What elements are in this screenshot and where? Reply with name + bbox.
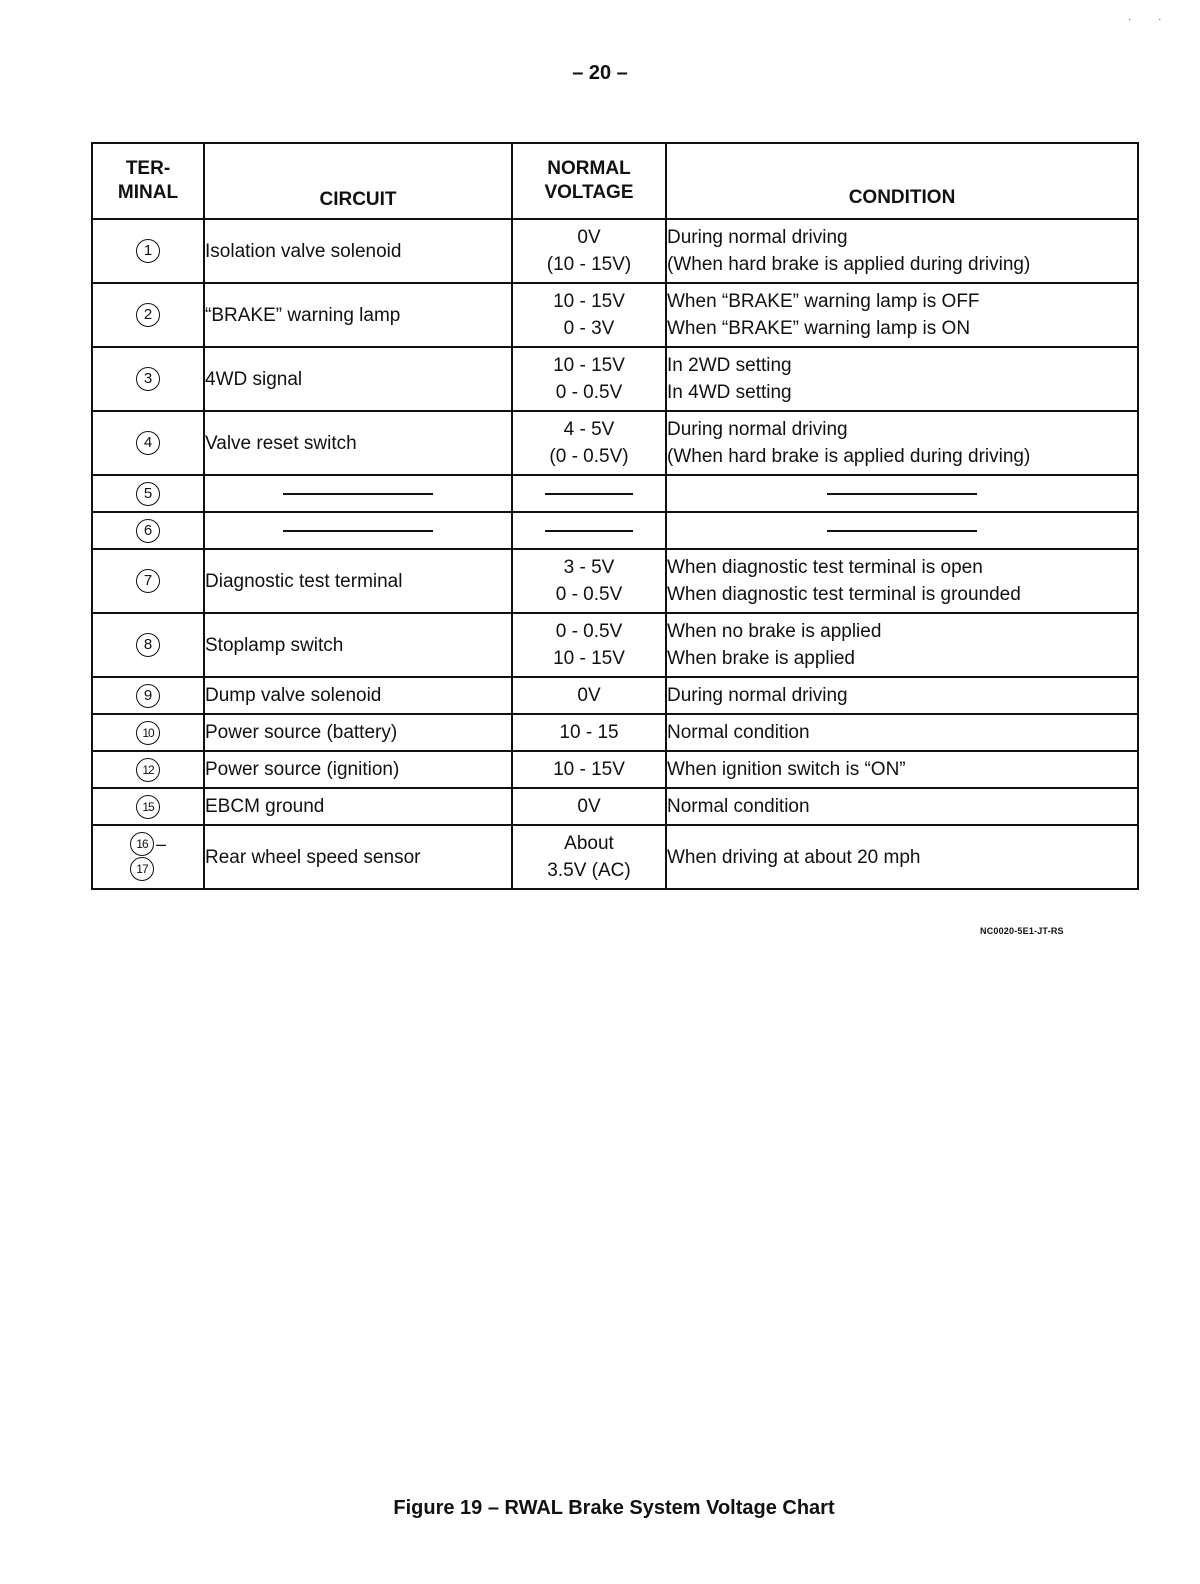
- condition-cell: [666, 714, 1138, 751]
- table-row: [92, 512, 1138, 549]
- voltage-cell: [512, 613, 666, 677]
- condition-cell: [666, 788, 1138, 825]
- circuit-cell: [204, 714, 512, 751]
- voltage-cell: [512, 714, 666, 751]
- condition-text: Normal condition: [667, 722, 810, 743]
- circuit-label: Diagnostic test terminal: [205, 570, 403, 592]
- circled-terminal-number: 15: [136, 795, 160, 819]
- circled-terminal-number: 8: [136, 633, 160, 657]
- circuit-label: “BRAKE” warning lamp: [205, 304, 401, 326]
- terminal-cell: [92, 347, 204, 411]
- voltage-value: 0V: [577, 685, 601, 706]
- terminal-cell: [92, 613, 204, 677]
- circuit-label: Rear wheel speed sensor: [205, 846, 421, 868]
- voltage-value: 3 - 5V: [563, 557, 615, 578]
- header-voltage-line-1: NORMAL: [547, 158, 631, 179]
- table-row: [92, 411, 1138, 475]
- circuit-cell: [204, 788, 512, 825]
- circuit-label: Dump valve solenoid: [205, 685, 382, 706]
- table-row: [92, 825, 1138, 889]
- voltage-cell: [512, 788, 666, 825]
- voltage-value: 3.5V (AC): [547, 860, 631, 881]
- header-terminal: [92, 143, 204, 219]
- circuit-cell: [204, 219, 512, 283]
- circuit-label: Power source (battery): [205, 722, 398, 743]
- voltage-value: 0V: [577, 796, 601, 817]
- terminal-cell: [92, 549, 204, 613]
- header-terminal-line-1: TER-: [125, 158, 171, 179]
- circuit-cell: [204, 475, 512, 512]
- page-number: – 20 –: [572, 62, 628, 84]
- condition-text: When driving at about 20 mph: [667, 846, 921, 868]
- voltage-value: 10 - 15V: [553, 355, 625, 376]
- table-row: [92, 283, 1138, 347]
- table-row: [92, 677, 1138, 714]
- figure-caption: Figure 19 – RWAL Brake System Voltage Chart: [393, 1497, 835, 1519]
- condition-cell: [666, 475, 1138, 512]
- voltage-cell: [512, 677, 666, 714]
- terminal-number-group: [136, 241, 160, 262]
- voltage-cell: [512, 475, 666, 512]
- terminal-cell: [92, 714, 204, 751]
- circuit-cell: [204, 825, 512, 889]
- circled-terminal-number: 1: [136, 239, 160, 263]
- blank-entry-line: [827, 493, 977, 495]
- table-row: [92, 751, 1138, 788]
- scan-marks: · ·: [1128, 14, 1174, 25]
- condition-cell: [666, 219, 1138, 283]
- circled-terminal-number: 4: [136, 431, 160, 455]
- circled-terminal-number: 12: [136, 758, 160, 782]
- circuit-label: Stoplamp switch: [205, 634, 344, 656]
- circled-terminal-number: 7: [136, 569, 160, 593]
- voltage-cell: [512, 549, 666, 613]
- terminal-cell: [92, 751, 204, 788]
- terminal-number-group: [136, 796, 160, 817]
- voltage-value: 10 - 15V: [553, 291, 625, 312]
- terminal-number-group: [136, 722, 160, 743]
- circuit-cell: [204, 283, 512, 347]
- blank-entry-line: [283, 493, 433, 495]
- circuit-cell: [204, 549, 512, 613]
- voltage-cell: [512, 751, 666, 788]
- circled-terminal-number: 16: [130, 832, 154, 856]
- document-code: NC0020-5E1-JT-RS: [980, 926, 1064, 936]
- header-circuit: CIRCUIT: [204, 143, 512, 219]
- condition-cell: [666, 283, 1138, 347]
- condition-text: In 2WD setting: [667, 355, 792, 376]
- terminal-cell: [92, 512, 204, 549]
- header-voltage: [512, 143, 666, 219]
- condition-cell: [666, 825, 1138, 889]
- voltage-value: 0 - 0.5V: [555, 584, 623, 605]
- circuit-label: 4WD signal: [205, 368, 303, 390]
- condition-text: During normal driving: [667, 685, 848, 706]
- condition-text: When diagnostic test terminal is open: [667, 557, 983, 578]
- condition-text: When diagnostic test terminal is grounded: [667, 584, 1021, 605]
- circled-terminal-number: 5: [136, 482, 160, 506]
- circuit-label: Valve reset switch: [205, 432, 357, 454]
- terminal-number-group: [136, 759, 160, 780]
- table-row: [92, 788, 1138, 825]
- voltage-chart-table: [91, 142, 1139, 890]
- table-header-row: [92, 143, 1138, 219]
- circuit-cell: [204, 347, 512, 411]
- circled-terminal-number: 3: [136, 367, 160, 391]
- condition-text: In 4WD setting: [667, 382, 792, 403]
- circled-terminal-number: 2: [136, 303, 160, 327]
- terminal-number-group: [136, 305, 160, 326]
- condition-cell: [666, 512, 1138, 549]
- condition-cell: [666, 677, 1138, 714]
- circled-terminal-number: 17: [130, 857, 154, 881]
- circled-terminal-number: 10: [136, 721, 160, 745]
- table-row: [92, 347, 1138, 411]
- blank-entry-line: [545, 493, 633, 495]
- condition-text: When ignition switch is “ON”: [667, 759, 906, 780]
- circuit-cell: [204, 411, 512, 475]
- table-row: [92, 219, 1138, 283]
- voltage-value: 0 - 0.5V: [555, 382, 623, 403]
- circuit-cell: [204, 751, 512, 788]
- terminal-cell: [92, 825, 204, 889]
- blank-entry-line: [283, 530, 433, 532]
- header-voltage-line-2: VOLTAGE: [544, 182, 634, 203]
- terminal-cell: [92, 411, 204, 475]
- terminal-cell: [92, 475, 204, 512]
- table-row: [92, 613, 1138, 677]
- circuit-label: EBCM ground: [205, 796, 325, 817]
- table-body: [92, 219, 1138, 889]
- blank-entry-line: [545, 530, 633, 532]
- voltage-value: (10 - 15V): [546, 254, 632, 275]
- voltage-value: 0 - 0.5V: [555, 621, 623, 642]
- terminal-number-group: [136, 685, 160, 706]
- condition-text: (When hard brake is applied during driving): [667, 254, 1031, 275]
- terminal-number-group: [136, 483, 160, 504]
- voltage-cell: [512, 411, 666, 475]
- circled-terminal-number: 9: [136, 684, 160, 708]
- voltage-cell: [512, 512, 666, 549]
- condition-text: When no brake is applied: [667, 621, 882, 642]
- condition-text: (When hard brake is applied during driving): [667, 446, 1031, 467]
- voltage-value: 10 - 15V: [553, 759, 625, 780]
- terminal-cell: [92, 283, 204, 347]
- circuit-cell: [204, 677, 512, 714]
- condition-text: During normal driving: [667, 227, 848, 248]
- circuit-label: Isolation valve solenoid: [205, 240, 402, 262]
- terminal-cell: [92, 677, 204, 714]
- terminal-number-group: [136, 520, 160, 541]
- voltage-cell: [512, 825, 666, 889]
- condition-cell: [666, 347, 1138, 411]
- circuit-cell: [204, 613, 512, 677]
- terminal-number-group: [136, 369, 160, 390]
- condition-cell: [666, 613, 1138, 677]
- condition-text: When “BRAKE” warning lamp is OFF: [667, 291, 980, 312]
- range-dash: –: [155, 834, 166, 855]
- condition-text: When brake is applied: [667, 648, 855, 669]
- condition-text: When “BRAKE” warning lamp is ON: [667, 318, 971, 339]
- voltage-value: 4 - 5V: [563, 419, 615, 440]
- voltage-cell: [512, 347, 666, 411]
- terminal-number-group: [130, 832, 166, 880]
- circled-terminal-number: 6: [136, 519, 160, 543]
- blank-entry-line: [827, 530, 977, 532]
- terminal-cell: [92, 219, 204, 283]
- condition-cell: [666, 549, 1138, 613]
- table-row: [92, 475, 1138, 512]
- voltage-value: About: [564, 833, 614, 854]
- circuit-cell: [204, 512, 512, 549]
- terminal-cell: [92, 788, 204, 825]
- condition-cell: [666, 411, 1138, 475]
- voltage-value: 10 - 15: [559, 722, 619, 743]
- terminal-number-group: [136, 571, 160, 592]
- voltage-value: 10 - 15V: [553, 648, 625, 669]
- voltage-cell: [512, 219, 666, 283]
- circuit-label: Power source (ignition): [205, 759, 400, 780]
- condition-cell: [666, 751, 1138, 788]
- table-row: [92, 714, 1138, 751]
- table-row: [92, 549, 1138, 613]
- terminal-number-group: [136, 635, 160, 656]
- header-terminal-line-2: MINAL: [117, 182, 179, 203]
- voltage-value: 0V: [577, 227, 601, 248]
- condition-text: During normal driving: [667, 419, 848, 440]
- voltage-value: 0 - 3V: [563, 318, 615, 339]
- header-condition: CONDITION: [666, 143, 1138, 219]
- voltage-cell: [512, 283, 666, 347]
- condition-text: Normal condition: [667, 796, 810, 817]
- voltage-value: (0 - 0.5V): [549, 446, 629, 467]
- terminal-number-group: [136, 433, 160, 454]
